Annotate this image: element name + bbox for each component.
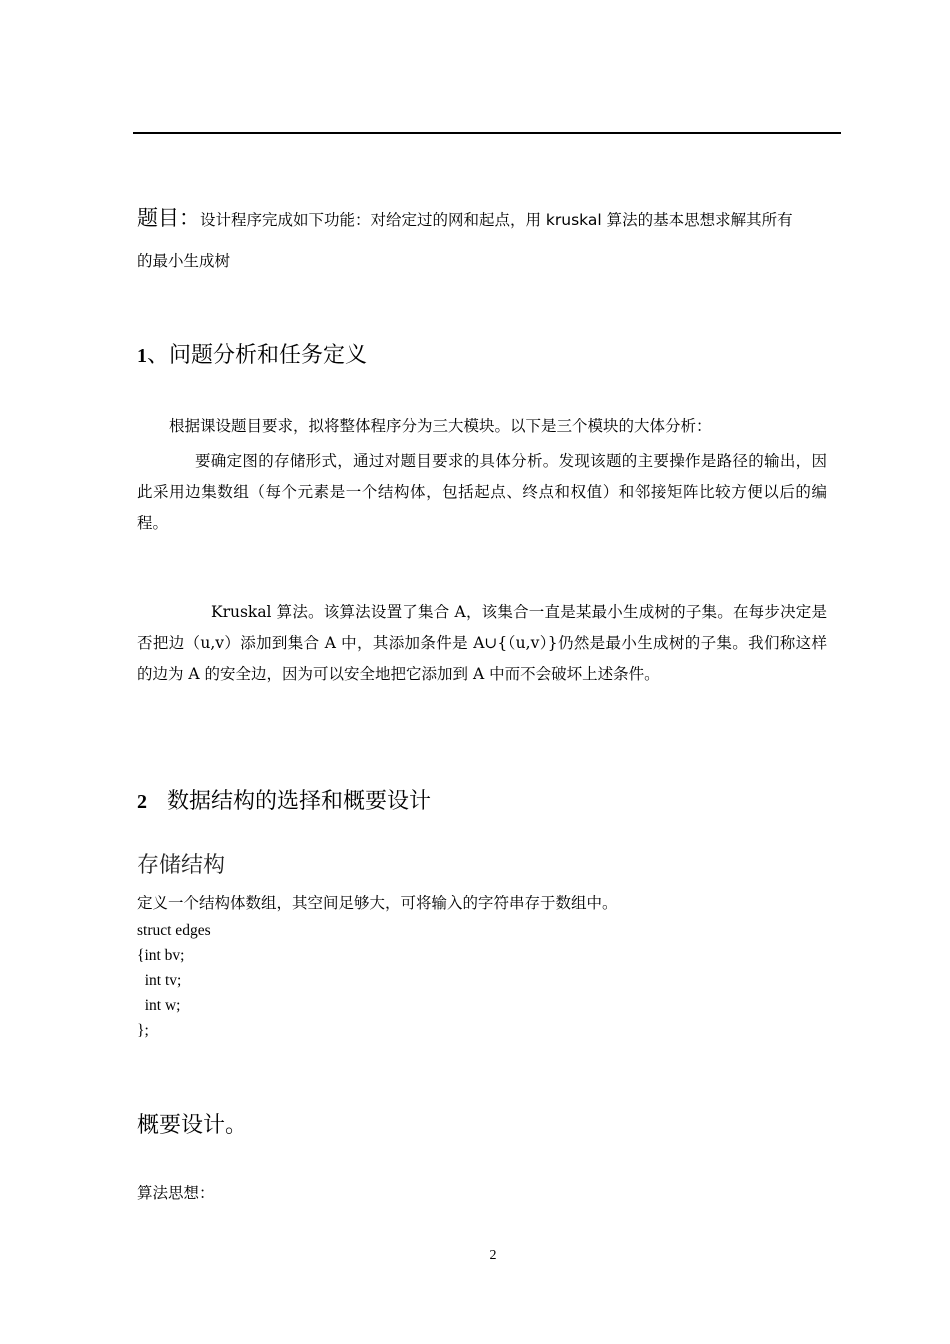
section1-para2: 要确定图的存储形式，通过对题目要求的具体分析。发现该题的主要操作是路径的输出，因此采用边集数组（每个元素是一个结构体，包括起点、终点和权值）和邻接矩阵比较方便以后的编程。 — [137, 452, 827, 532]
section2-number: 2 — [137, 791, 147, 813]
title-label: 题目： — [137, 206, 200, 230]
storage-description: 定义一个结构体数组，其空间足够大，可将输入的字符串存于数组中。 — [137, 894, 618, 912]
code-line: }; — [137, 1022, 149, 1039]
section1-para3: Kruskal 算法。该算法设置了集合 A，该集合一直是某最小生成树的子集。在每步决定是否把边（u,v）添加到集合 A 中，其添加条件是 A∪{（u,v）}仍然是最小生成树的子集。我们称这样的边为 A 的安全边，因为可以安全地把它添加到 A 中而不会破坏上述条件。 — [137, 603, 827, 683]
section1-para1: 根据课设题目要求，拟将整体程序分为三大模块。以下是三个模块的大体分析： — [169, 417, 712, 435]
section1-heading — [137, 338, 827, 369]
storage-heading: 存储结构 — [137, 853, 226, 878]
title-text-line2: 的最小生成树 — [137, 252, 231, 270]
algorithm-label: 算法思想： — [137, 1184, 215, 1202]
assignment-title — [137, 196, 827, 242]
outline-design-heading: 概要设计。 — [137, 1113, 248, 1138]
code-line: {int bv; — [137, 947, 185, 964]
title-text-line1: 设计程序完成如下功能：对给定过的网和起点，用 kruskal 算法的基本思想求解其所有 — [200, 211, 793, 229]
code-line: int w; — [137, 997, 181, 1014]
section1-title: 、问题分析和任务定义 — [147, 343, 368, 368]
header-rule — [133, 132, 841, 134]
code-line: int tv; — [137, 972, 182, 989]
page-number: 2 — [489, 1248, 497, 1263]
section1-number: 1 — [137, 345, 147, 367]
section2-heading — [137, 784, 827, 815]
code-line: struct edges — [137, 922, 211, 939]
section2-title: 数据结构的选择和概要设计 — [167, 789, 432, 814]
struct-code-block — [137, 918, 827, 1043]
